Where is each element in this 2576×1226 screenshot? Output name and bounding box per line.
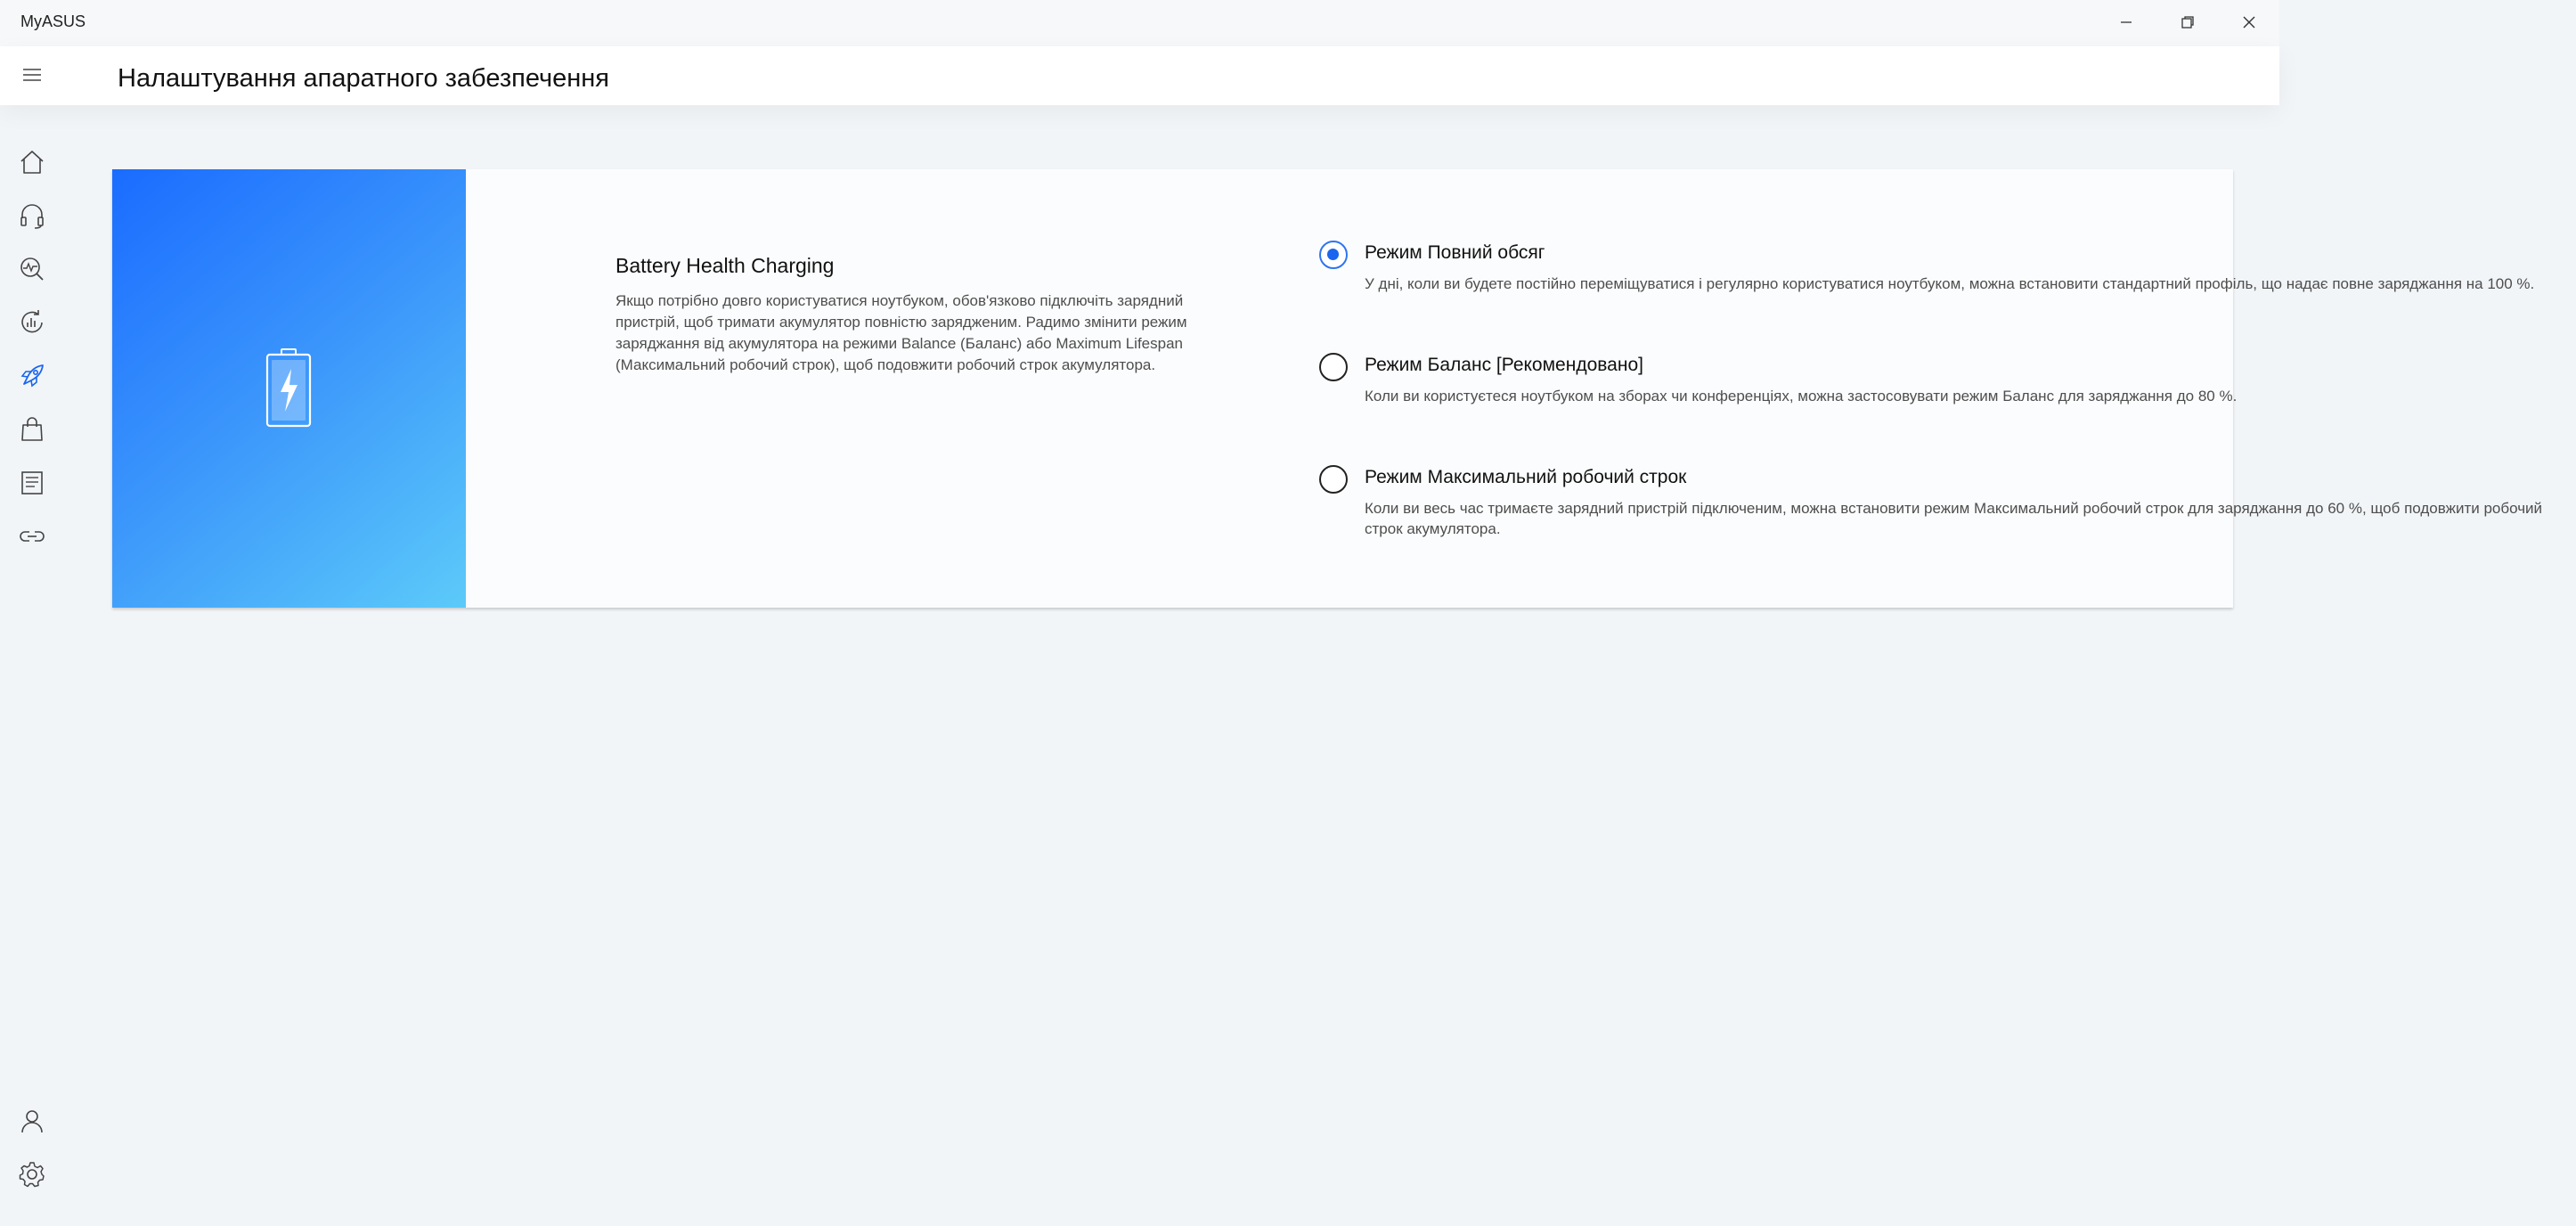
option-description: У дні, коли ви будете постійно переміщуватися і регулярно користуватися ноутбуком, можна встановити стандартний профіль, що надає повне заряджання на 100 %. [1365, 275, 2535, 292]
feature-title: Battery Health Charging [615, 254, 835, 277]
title-bar [0, 0, 2279, 46]
page-header [0, 46, 2279, 105]
option-label: Режим Баланс [Рекомендовано] [1365, 355, 1643, 375]
minimize-icon [2119, 15, 2133, 29]
option-label: Режим Повний обсяг [1365, 242, 1545, 263]
news-icon [17, 468, 47, 498]
sidebar-item-link[interactable] [14, 519, 50, 554]
option-description: Коли ви користуєтеся ноутбуком на зборах чи конференціях, можна застосовувати режим Баланс для заряджання до 80 %. [1365, 388, 2238, 405]
radio-balanced[interactable] [1319, 353, 1348, 381]
update-icon [17, 307, 47, 338]
sidebar-item-account[interactable] [14, 1103, 50, 1139]
radio-maximum-lifespan[interactable] [1319, 465, 1348, 494]
option-description: Коли ви весь час тримаєте зарядний пристрій підключеним, можна встановити режим Максимальний робочий строк для заряджання до 60 %, щоб подовжити робочий строк акумулятора. [1365, 500, 2543, 537]
page-title: Налаштування апаратного забезпечення [118, 64, 609, 93]
sidebar-item-news[interactable] [14, 465, 50, 501]
home-icon [17, 147, 47, 177]
battery-charging-icon [264, 347, 314, 429]
sidebar-item-customization[interactable] [14, 358, 50, 394]
user-icon [17, 1106, 47, 1136]
system-diagnosis-icon [17, 254, 47, 284]
sidebar-item-home[interactable] [14, 144, 50, 180]
close-icon [2242, 15, 2256, 29]
menu-button[interactable] [14, 57, 50, 93]
headset-support-icon [17, 200, 47, 231]
sidebar-item-store[interactable] [14, 412, 50, 447]
option-label: Режим Максимальний робочий строк [1365, 467, 1687, 487]
sidebar-item-settings[interactable] [14, 1157, 50, 1192]
restore-icon [2181, 15, 2195, 29]
feature-banner [112, 169, 466, 608]
radio-full-capacity[interactable] [1319, 241, 1348, 269]
restore-button[interactable] [2156, 0, 2218, 45]
feature-description: Якщо потрібно довго користуватися ноутбуком, обов'язково підключіть зарядний пристрій, щоб тримати акумулятор повністю зарядженим. Радимо змінити режим заряджання від акумулятора на режими Balance (Баланс) або Maximum Lifespan (Максимальний робочий строк), щоб подовжити робочий строк акумулятора. [615, 292, 1187, 373]
close-button[interactable] [2218, 0, 2279, 45]
window-controls [2095, 0, 2279, 46]
rocket-customization-icon [17, 361, 47, 391]
menu-icon [17, 60, 47, 90]
sidebar-item-diagnosis[interactable] [14, 251, 50, 287]
battery-health-charging-card [112, 169, 2543, 608]
shopping-bag-icon [17, 414, 47, 445]
sidebar [0, 46, 64, 1226]
sidebar-item-support[interactable] [14, 198, 50, 233]
sidebar-item-update[interactable] [14, 305, 50, 340]
minimize-button[interactable] [2095, 0, 2156, 45]
app-title: MyASUS [20, 12, 86, 30]
link-icon [17, 521, 47, 552]
settings-icon [17, 1159, 47, 1189]
